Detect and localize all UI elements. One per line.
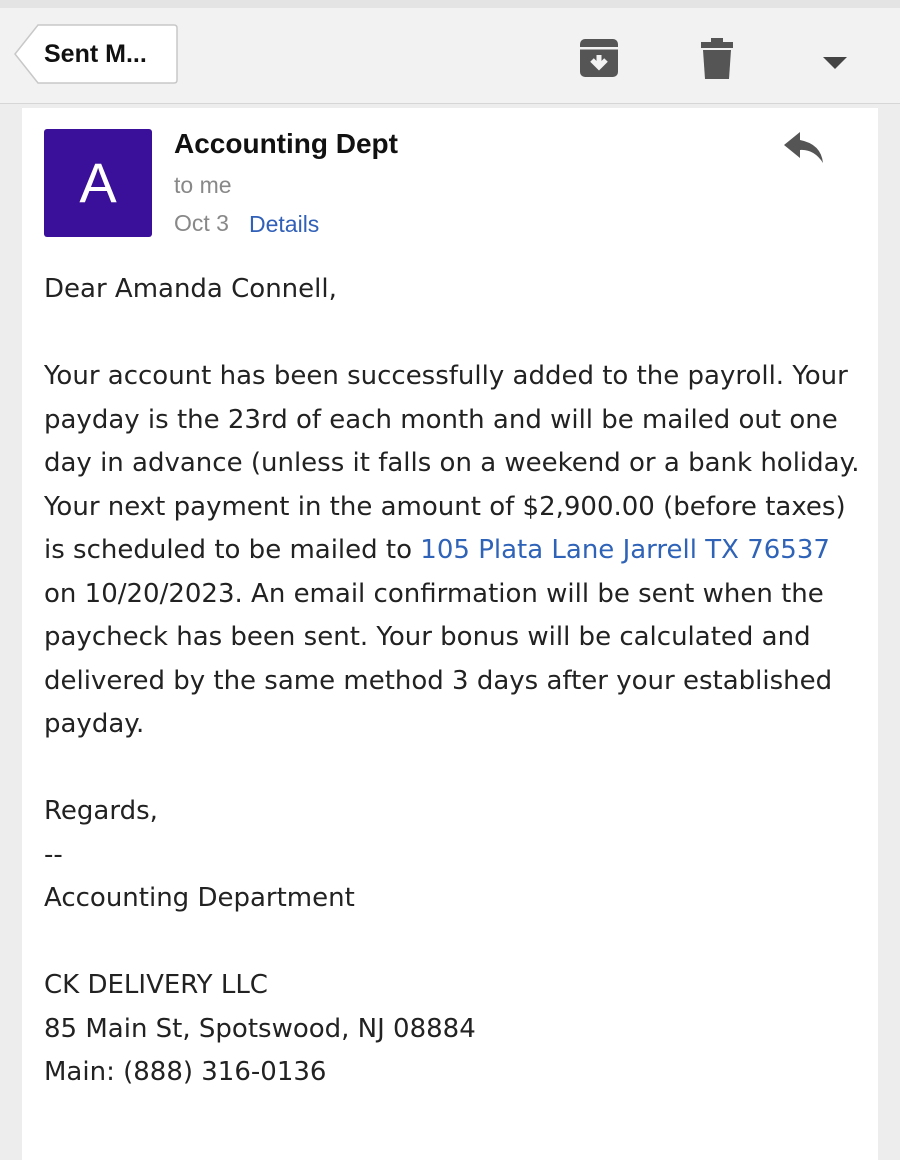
address-link[interactable]: 105 Plata Lane Jarrell TX 76537 [420, 535, 830, 565]
sender-name: Accounting Dept [174, 128, 398, 159]
archive-icon[interactable] [578, 38, 620, 78]
recipient-label: to me [174, 172, 232, 198]
company-phone: Main: (888) 316-0136 [44, 1057, 327, 1087]
body-text-after-link: on 10/20/2023. An email confirmation will be sent when the paycheck has been sent. Your bonus will be calculated and delivered by the same method 3 days after your established payday. [44, 578, 833, 739]
message-card [22, 108, 878, 1160]
toolbar [0, 0, 900, 104]
avatar: A [44, 129, 152, 237]
back-button-label: Sent M... [44, 40, 147, 68]
signature-separator: -- [44, 839, 63, 870]
greeting: Dear Amanda Connell, [44, 274, 337, 304]
details-link[interactable]: Details [249, 211, 320, 237]
signature-department: Accounting Department [44, 883, 355, 913]
body-paragraph [44, 355, 864, 747]
back-button[interactable] [14, 24, 178, 84]
chevron-down-icon[interactable] [822, 56, 848, 70]
closing: Regards, [44, 796, 158, 826]
company-name: CK DELIVERY LLC [44, 970, 268, 1000]
reply-icon[interactable] [782, 130, 826, 166]
trash-icon[interactable] [700, 38, 734, 80]
company-address: 85 Main St, Spotswood, NJ 08884 [44, 1013, 476, 1044]
message-body [44, 268, 864, 1095]
message-date: Oct 3 [174, 210, 229, 236]
body-text-before-link: Your account has been successfully added to the payroll. Your payday is the 23rd of each month and will be mailed out one day in advance (unless it falls on a weekend or a bank holiday. Your next payment in the amount of $2,900.00 (before taxes) is scheduled to be mailed to [44, 361, 860, 565]
